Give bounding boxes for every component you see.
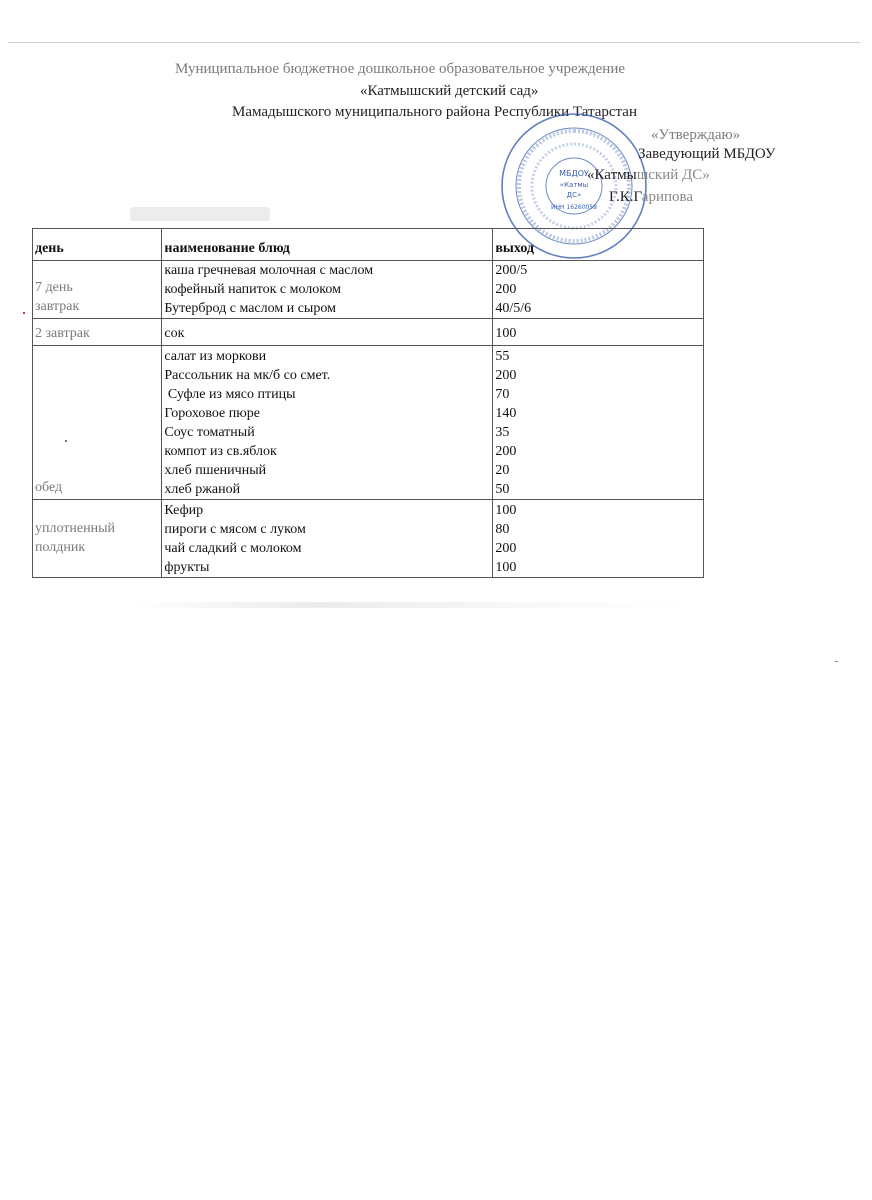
portion-value: 40/5/6 xyxy=(495,301,532,316)
dish-name: Бутерброд с маслом и сыром xyxy=(164,301,336,316)
approval-organization: «Катмышский ДС» xyxy=(587,167,710,183)
dish-name: Рассольник на мк/б со смет. xyxy=(164,368,331,383)
dish-name: кофейный напиток с молоком xyxy=(164,282,341,297)
portion-value: 100 xyxy=(495,326,517,341)
dishes-cell xyxy=(162,319,493,346)
day-cell: обед xyxy=(33,346,162,500)
header-portion: выход xyxy=(493,229,704,261)
table-row xyxy=(33,261,704,319)
portion-value: 50 xyxy=(495,482,510,497)
scan-speck xyxy=(835,661,838,662)
dish-name: Кефир xyxy=(164,503,204,518)
portion-value: 200 xyxy=(495,541,517,556)
portions-cell xyxy=(493,346,704,500)
portion-value: 70 xyxy=(495,387,510,402)
dish-name: сок xyxy=(164,326,185,341)
portion-value: 55 xyxy=(495,349,510,364)
dish-name: Гороховое пюре xyxy=(164,406,260,421)
dish-name: Соус томатный xyxy=(164,425,255,440)
portion-value: 100 xyxy=(495,503,517,518)
portion-value: 200 xyxy=(495,444,517,459)
dish-name: салат из моркови xyxy=(164,349,267,364)
scan-smudge xyxy=(130,602,690,608)
scan-top-line xyxy=(8,42,860,43)
header-day: день xyxy=(33,229,162,261)
table-row xyxy=(33,319,704,346)
svg-text:«Катмы: «Катмы xyxy=(559,181,589,189)
dish-name: каша гречневая молочная с маслом xyxy=(164,263,374,278)
institution-name: Муниципальное бюджетное дошкольное образовательное учреждение xyxy=(175,61,625,77)
scan-speck xyxy=(65,440,67,442)
portions-cell xyxy=(493,319,704,346)
dishes-cell xyxy=(162,261,493,319)
table-header-row xyxy=(33,229,704,261)
portion-value: 140 xyxy=(495,406,517,421)
faded-scan-mark xyxy=(130,207,270,221)
portion-value: 80 xyxy=(495,522,510,537)
menu-table xyxy=(32,228,704,578)
portion-value: 200 xyxy=(495,282,517,297)
portion-value: 200/5 xyxy=(495,263,528,278)
dishes-cell xyxy=(162,346,493,500)
dish-name: хлеб ржаной xyxy=(164,482,241,497)
scan-speck xyxy=(23,312,25,314)
dish-name: хлеб пшеничный xyxy=(164,463,267,478)
table-row xyxy=(33,346,704,500)
dish-name: Суфле из мясо птицы xyxy=(164,387,296,402)
header-dishes: наименование блюд xyxy=(162,229,493,261)
kindergarten-name: «Катмышский детский сад» xyxy=(360,83,539,99)
day-cell: уплотненный полдник xyxy=(33,500,162,578)
svg-text:ДС»: ДС» xyxy=(566,191,582,199)
district-name: Мамадышского муниципального района Республики Татарстан xyxy=(232,104,637,120)
approval-signatory: Г.К.Гарипова xyxy=(609,189,694,205)
portion-value: 100 xyxy=(495,560,517,575)
day-cell: 7 день завтрак xyxy=(33,261,162,319)
dish-name: чай сладкий с молоком xyxy=(164,541,302,556)
portion-value: 200 xyxy=(495,368,517,383)
day-cell: 2 завтрак xyxy=(33,319,162,346)
approval-title: «Утверждаю» xyxy=(651,127,741,143)
portion-value: 20 xyxy=(495,463,510,478)
svg-text:МБДОУ: МБДОУ xyxy=(559,169,589,178)
table-row xyxy=(33,500,704,578)
portions-cell xyxy=(493,500,704,578)
svg-text:ИНН 16260058: ИНН 16260058 xyxy=(551,204,597,211)
dish-name: компот из св.яблок xyxy=(164,444,277,459)
approval-position: Заведующий МБДОУ xyxy=(638,146,776,162)
portion-value: 35 xyxy=(495,425,510,440)
dish-name: фрукты xyxy=(164,560,210,575)
dishes-cell xyxy=(162,500,493,578)
dish-name: пироги с мясом с луком xyxy=(164,522,306,537)
portions-cell xyxy=(493,261,704,319)
